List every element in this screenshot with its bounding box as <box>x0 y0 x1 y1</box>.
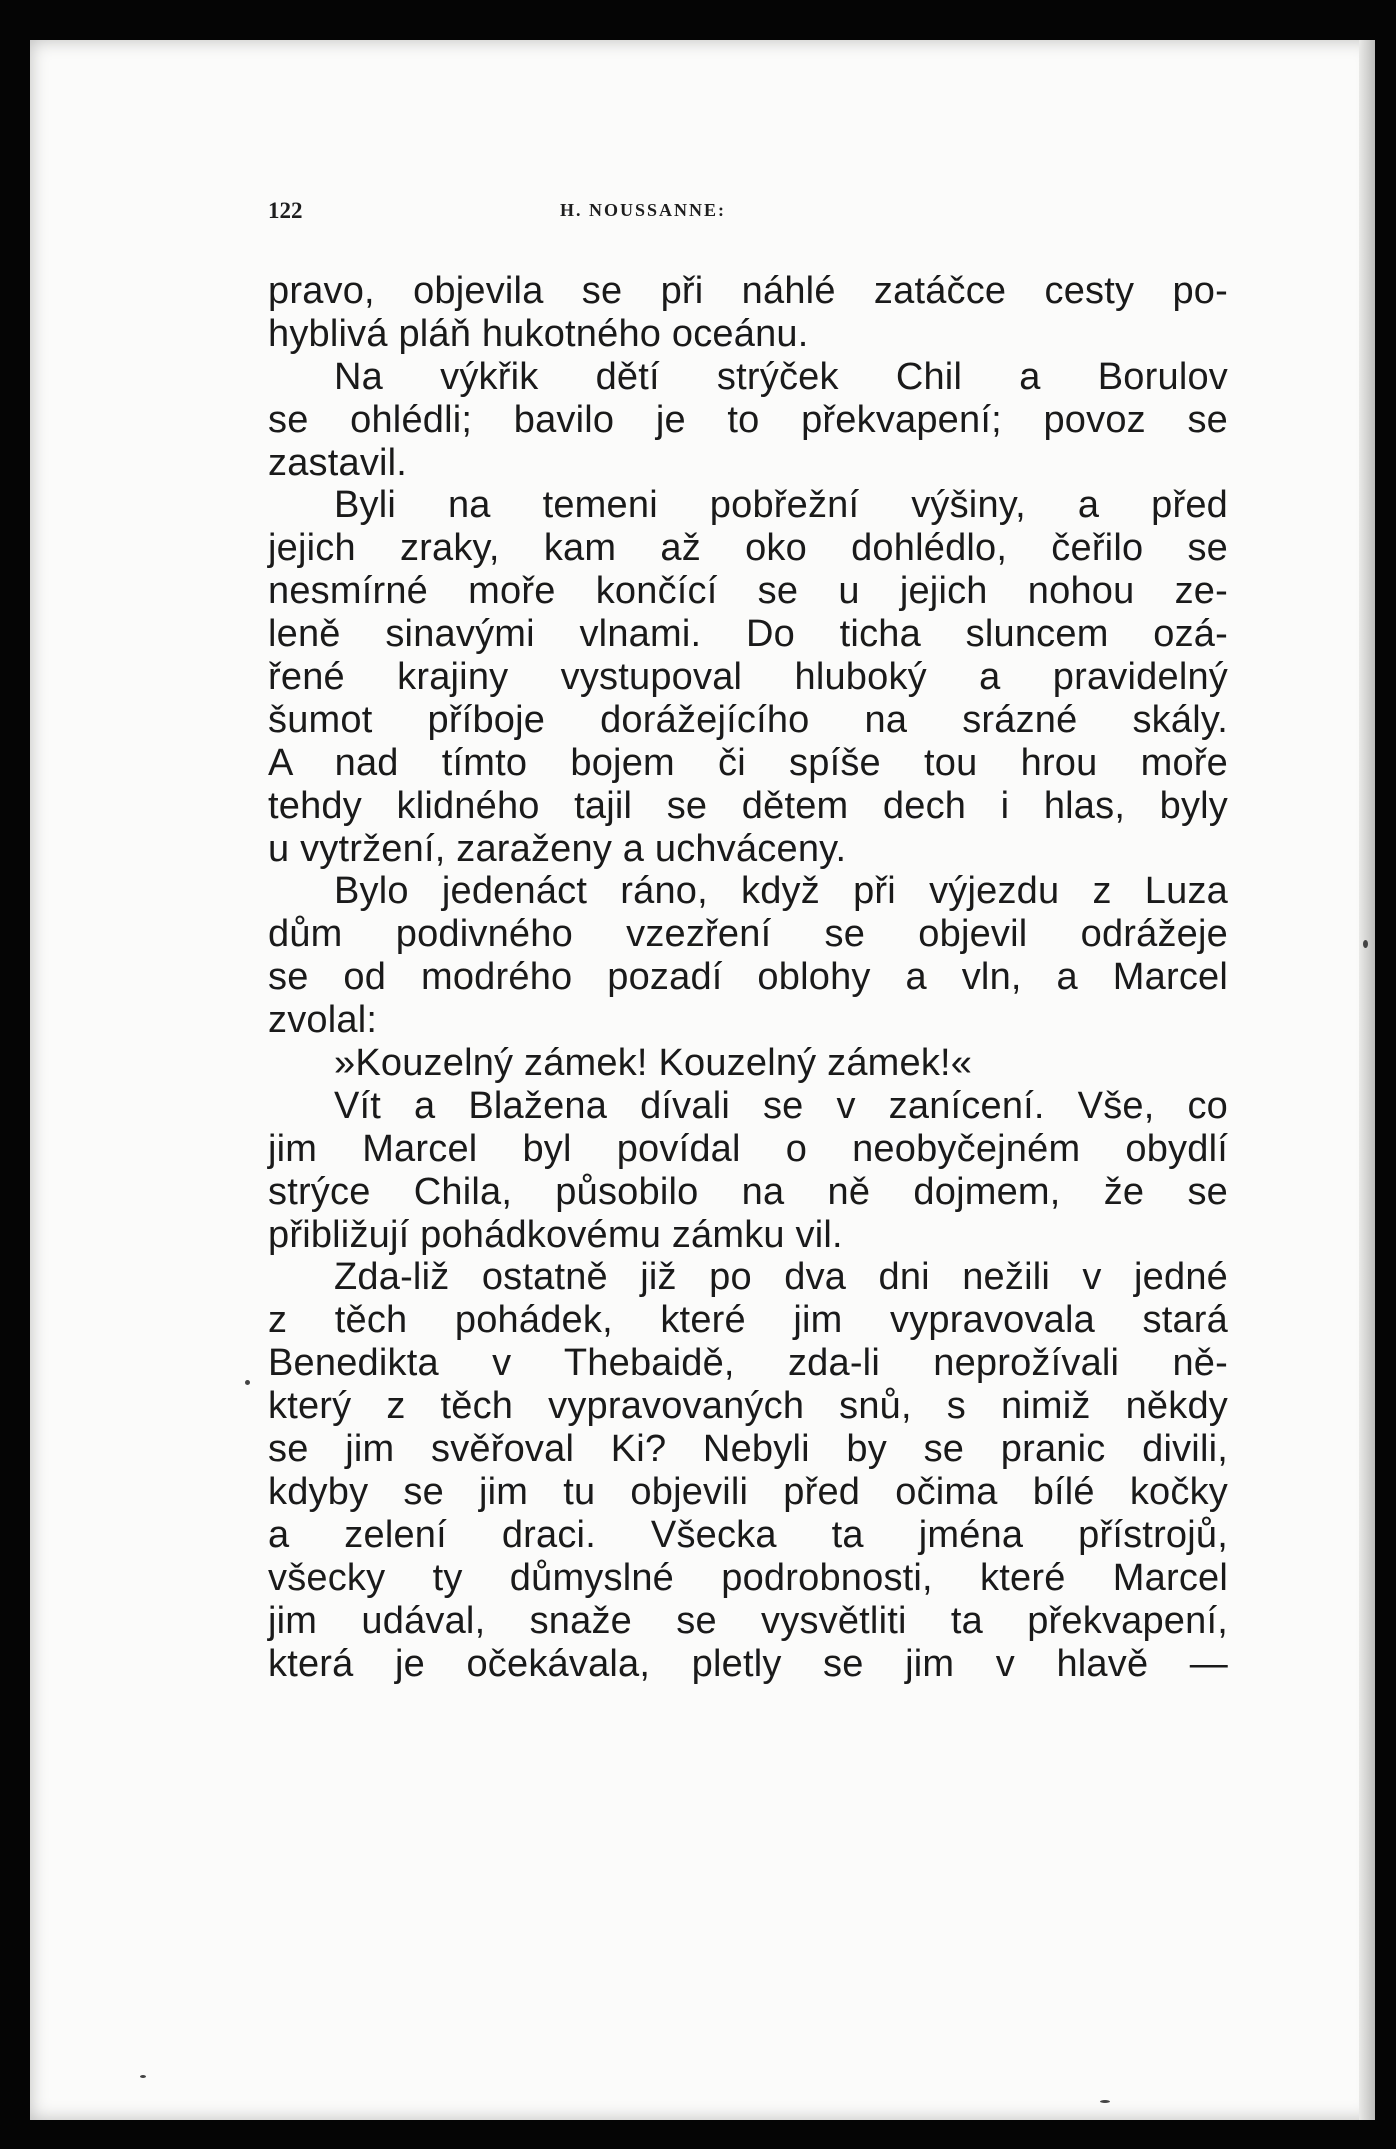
text-line: z těch pohádek, které jim vypravovala stará <box>268 1299 1228 1342</box>
text-line: dům podivného vzezření se objevil odrážeje <box>268 913 1228 956</box>
text-line: kdyby se jim tu objevili před očima bílé kočky <box>268 1470 1228 1513</box>
text-line: se jim svěřoval Ki? Nebyli by se pranic divili, <box>268 1428 1228 1471</box>
scan-speck <box>1363 940 1368 948</box>
body-text <box>268 270 1228 1685</box>
text-line: A nad tímto bojem či spíše tou hrou moře <box>268 741 1228 784</box>
page-header <box>268 198 873 238</box>
scan-speck <box>140 2075 146 2078</box>
text-line: šumot příboje dorážejícího na srázné skály. <box>268 698 1228 741</box>
text-line: Vít a Blažena dívali se v zanícení. Vše, co <box>334 1084 1228 1127</box>
text-line: jim udával, snaže se vysvětliti ta překvapení, <box>268 1599 1228 1642</box>
text-line: Bylo jedenáct ráno, když při výjezdu z Luza <box>334 870 1228 913</box>
text-line: se ohlédli; bavilo je to překvapení; povoz se <box>268 398 1228 441</box>
scan-speck <box>245 1380 250 1385</box>
text-line: přibližují pohádkovému zámku vil. <box>268 1213 843 1256</box>
text-line: u vytržení, zaraženy a uchváceny. <box>268 827 847 870</box>
text-line: hyblivá pláň hukotného oceánu. <box>268 312 809 355</box>
page-spine-shadow <box>1359 40 1375 2120</box>
text-line: zvolal: <box>268 999 378 1042</box>
text-line: jim Marcel byl povídal o neobyčejném obydlí <box>268 1127 1228 1170</box>
text-line: strýce Chila, působilo na ně dojmem, že se <box>268 1170 1228 1213</box>
text-line: jejich zraky, kam až oko dohlédlo, čeřilo se <box>268 527 1228 570</box>
text-line: pravo, objevila se při náhlé zatáčce cesty po- <box>268 270 1228 312</box>
text-line: Byli na temeni pobřežní výšiny, a před <box>334 484 1228 527</box>
text-line: a zelení draci. Všecka ta jména přístrojů, <box>268 1513 1228 1556</box>
scan-speck <box>1100 2100 1110 2103</box>
text-line: Benedikta v Thebaidě, zda-li neprožívali ně- <box>268 1342 1228 1385</box>
text-line: Na výkřik dětí strýček Chil a Borulov <box>334 355 1228 398</box>
text-line: všecky ty důmyslné podrobnosti, které Marcel <box>268 1556 1228 1599</box>
text-line: zastavil. <box>268 441 408 484</box>
text-line: se od modrého pozadí oblohy a vln, a Marcel <box>268 956 1228 999</box>
text-line: tehdy klidného tajil se dětem dech i hlas, byly <box>268 784 1228 827</box>
text-line: který z těch vypravovaných snů, s nimiž někdy <box>268 1385 1228 1428</box>
text-line: Zda-liž ostatně již po dva dni nežili v jedné <box>334 1256 1228 1299</box>
page-number: 122 <box>268 198 303 223</box>
text-line: nesmírné moře končící se u jejich nohou ze- <box>268 570 1228 613</box>
text-line: která je očekávala, pletly se jim v hlavě — <box>268 1642 1228 1685</box>
text-line: řené krajiny vystupoval hluboký a pravidelný <box>268 656 1228 699</box>
text-line: »Kouzelný zámek! Kouzelný zámek!« <box>334 1042 973 1085</box>
text-line: leně sinavými vlnami. Do ticha sluncem ozá- <box>268 613 1228 656</box>
running-head: H. NOUSSANNE: <box>560 200 727 220</box>
